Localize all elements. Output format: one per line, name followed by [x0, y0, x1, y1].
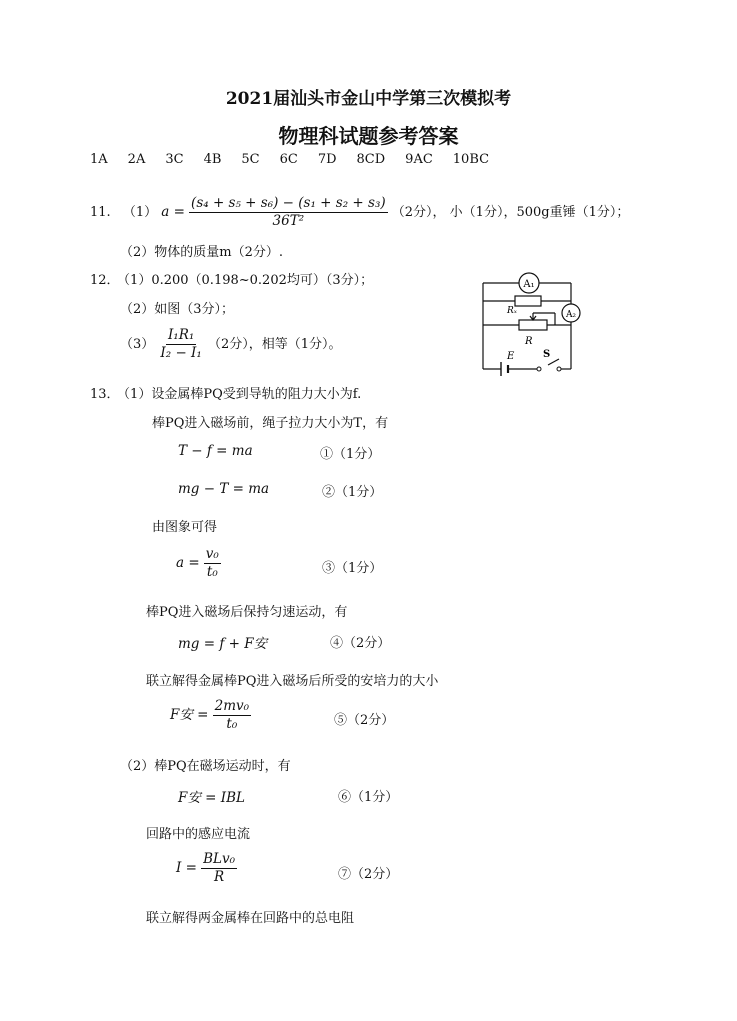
choice-answer: 10BC — [452, 152, 490, 167]
q11-formula-numerator: (s₄ + s₅ + s₆) − (s₁ + s₂ + s₃) — [191, 195, 386, 211]
q12-part3 — [120, 327, 342, 362]
q13-line6: （2）棒PQ在磁场运动时，有 — [120, 759, 291, 774]
choice-answer: 9AC — [405, 152, 433, 167]
q13-row1 — [90, 383, 361, 402]
q13-line4: 棒PQ进入磁场后保持匀速运动，有 — [146, 605, 348, 620]
equation-6: F安 = IBL — [178, 790, 245, 806]
q12-part2: （2）如图（3分）； — [120, 302, 235, 317]
equation-5-lhs: F安 = — [170, 706, 209, 723]
equation-3-fraction — [204, 546, 221, 581]
ammeter-a1-icon — [519, 273, 539, 293]
equation-5 — [170, 698, 251, 733]
equation-2: mg − T = ma — [178, 481, 270, 497]
choice-answer: 5C — [241, 152, 260, 167]
q11-part1-tail: （2分）， 小（1分），500g重锤（1分）； — [391, 204, 630, 220]
equation-1-mark: ①（1分） — [320, 447, 381, 462]
resistor-rx-label: Rₓ — [507, 306, 517, 316]
battery-label: E — [507, 351, 515, 362]
equation-3-numerator: v₀ — [205, 546, 219, 562]
q13-line8: 联立解得两金属棒在回路中的总电阻 — [146, 911, 355, 926]
switch-label: S — [543, 349, 551, 360]
q13-line5: 联立解得金属棒PQ进入磁场后所受的安培力的大小 — [146, 674, 439, 689]
svg-text:A₁: A₁ — [523, 279, 535, 290]
equation-5-numerator: 2mv₀ — [214, 698, 250, 714]
choice-answer: 2A — [127, 152, 146, 167]
q12-formula — [158, 327, 203, 362]
question-number: 13． — [90, 387, 120, 402]
q12-formula-numerator: I₁R₁ — [167, 327, 195, 343]
q11-row — [90, 195, 629, 230]
q11-part2: （2）物体的质量m（2分）. — [120, 245, 284, 260]
choice-answer: 8CD — [356, 152, 386, 167]
switch-contact-icon — [537, 367, 541, 371]
equation-3-mark: ③（1分） — [322, 561, 383, 576]
q12-part3-label: （3） — [120, 336, 155, 352]
q13-line2: 棒PQ进入磁场前，绳子拉力大小为T，有 — [152, 416, 389, 431]
switch-contact-icon — [557, 367, 561, 371]
equation-7-fraction — [201, 851, 237, 886]
q13-line3: 由图象可得 — [152, 520, 218, 535]
equation-5-mark: ⑤（2分） — [334, 713, 395, 728]
equation-6-mark: ⑥（1分） — [338, 790, 399, 805]
equation-7-numerator: BLv₀ — [203, 851, 236, 867]
choice-answer: 4B — [203, 152, 222, 167]
svg-text:A₂: A₂ — [565, 310, 577, 320]
q12-row1 — [90, 269, 373, 288]
choice-answers — [90, 152, 509, 167]
equation-5-fraction — [213, 698, 251, 733]
equation-4: mg = f + F安 — [178, 636, 268, 652]
page-title: 2021届汕头市金山中学第三次模拟考 — [225, 89, 512, 109]
rheostat-label: R — [525, 336, 533, 347]
page-subtitle: 物理科试题参考答案 — [278, 124, 459, 148]
equation-1: T − f = ma — [178, 443, 253, 459]
q12-formula-denominator: I₂ − I₁ — [160, 344, 202, 361]
equation-7-mark: ⑦（2分） — [338, 867, 399, 882]
q11-part1-label: （1） — [122, 204, 158, 220]
q11-formula-lhs: a = — [161, 203, 185, 220]
equation-7-denominator: R — [213, 868, 225, 885]
choice-answer: 7D — [317, 152, 337, 167]
equation-2-mark: ②（1分） — [322, 485, 383, 500]
q13-line7: 回路中的感应电流 — [146, 827, 251, 842]
equation-3-denominator: t₀ — [206, 563, 218, 580]
choice-answer: 1A — [90, 152, 108, 167]
circuit-diagram — [475, 265, 590, 380]
choice-answer: 6C — [279, 152, 298, 167]
equation-5-denominator: t₀ — [226, 715, 238, 732]
q11-formula-denominator: 36T² — [272, 212, 305, 229]
q11-formula — [189, 195, 388, 230]
q13-line1: （1）设金属棒PQ受到导轨的阻力大小为f. — [123, 387, 362, 402]
equation-4-mark: ④（2分） — [330, 636, 391, 651]
choice-answer: 3C — [165, 152, 184, 167]
question-number: 12． — [90, 273, 120, 288]
equation-3-lhs: a = — [176, 554, 200, 571]
equation-3 — [176, 546, 221, 581]
q12-part1: （1）0.200（0.198~0.202均可）（3分）； — [123, 273, 374, 288]
ammeter-a2-icon — [562, 304, 580, 322]
equation-7 — [176, 851, 237, 886]
question-number: 11. — [90, 204, 111, 220]
q12-part3-tail: （2分），相等（1分）。 — [207, 336, 342, 352]
equation-7-lhs: I = — [176, 859, 197, 876]
